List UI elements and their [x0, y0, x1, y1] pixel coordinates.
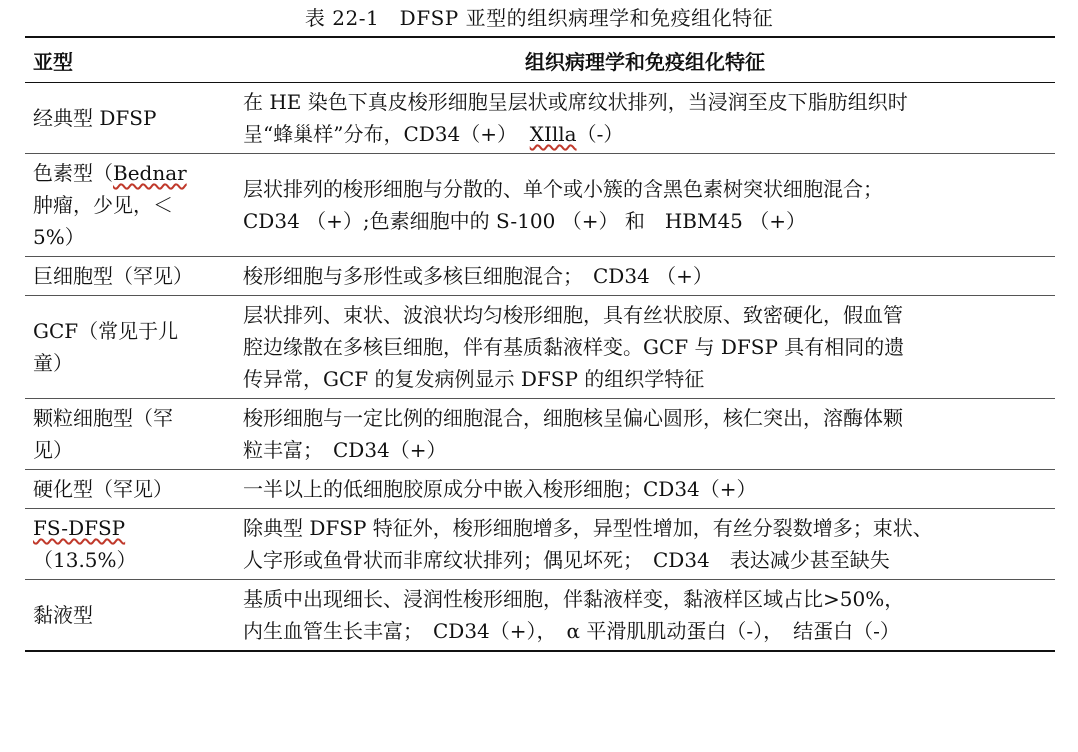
subtype-cell	[25, 509, 235, 580]
table-caption: 表 22-1 DFSP 亚型的组织病理学和免疫组化特征	[304, 6, 774, 30]
subtype-text: Bednar	[113, 161, 187, 185]
description-text: 除典型 DFSP 特征外，梭形细胞增多，异型性增加，有丝分裂数增多；束状、	[243, 516, 933, 540]
table-row	[25, 83, 1055, 154]
subtype-text: 硬化型（罕见）	[33, 477, 173, 501]
header-features: 组织病理学和免疫组化特征	[235, 37, 1055, 83]
description-text: XIlla	[529, 122, 577, 146]
description-text: 层状排列、束状、波浪状均匀梭形细胞，具有丝状胶原、致密硬化，假血管	[243, 303, 903, 327]
description-text: 一半以上的低细胞胶原成分中嵌入梭形细胞；CD34（+）	[243, 477, 757, 501]
subtype-text: 黏液型	[33, 603, 93, 627]
subtype-text: 肿瘤，少见，＜	[33, 193, 173, 217]
description-cell	[235, 509, 1055, 580]
description-text: （-）	[576, 122, 624, 146]
subtype-cell	[25, 257, 235, 296]
subtype-text: 色素型（	[33, 161, 113, 185]
subtype-text: （13.5%）	[33, 548, 137, 572]
description-cell	[235, 470, 1055, 509]
subtype-text: 颗粒细胞型（罕	[33, 406, 173, 430]
subtype-cell	[25, 399, 235, 470]
table-row	[25, 580, 1055, 652]
description-text: 基质中出现细长、浸润性梭形细胞，伴黏液样变，黏液样区域占比>50%，	[243, 587, 905, 611]
subtype-text: 童）	[33, 351, 73, 375]
description-text: 层状排列的梭形细胞与分散的、单个或小簇的含黑色素树突状细胞混合；	[243, 177, 883, 201]
subtype-cell	[25, 580, 235, 652]
description-text: 内生血管生长丰富； CD34（+）， α 平滑肌肌动蛋白（-）， 结蛋白（-）	[243, 619, 900, 643]
subtype-cell	[25, 83, 235, 154]
subtype-text: 巨细胞型（罕见）	[33, 264, 193, 288]
description-text: 呈“蜂巢样”分布，CD34（+）	[243, 122, 517, 146]
description-cell	[235, 154, 1055, 257]
description-text: 人字形或鱼骨状而非席纹状排列；偶见坏死； CD34 表达减少甚至缺失	[243, 548, 890, 572]
description-text: 腔边缘散在多核巨细胞，伴有基质黏液样变。GCF 与 DFSP 具有相同的遗	[243, 335, 905, 359]
description-text: 梭形细胞与多形性或多核巨细胞混合； CD34 （+）	[243, 264, 713, 288]
table-header-row	[25, 37, 1055, 83]
description-text: 传异常，GCF 的复发病例显示 DFSP 的组织学特征	[243, 367, 705, 391]
table-row	[25, 257, 1055, 296]
subtype-table	[25, 36, 1055, 652]
description-cell	[235, 257, 1055, 296]
subtype-text: GCF（常见于儿	[33, 319, 179, 343]
subtype-cell	[25, 470, 235, 509]
table-row	[25, 509, 1055, 580]
description-text: 梭形细胞与一定比例的细胞混合，细胞核呈偏心圆形，核仁突出，溶酶体颗	[243, 406, 903, 430]
table-row	[25, 154, 1055, 257]
subtype-cell	[25, 296, 235, 399]
subtype-text: 经典型 DFSP	[33, 106, 157, 130]
subtype-text: 5%）	[33, 225, 85, 249]
description-text: 在 HE 染色下真皮梭形细胞呈层状或席纹状排列，当浸润至皮下脂肪组织时	[243, 90, 908, 114]
description-text: 粒丰富； CD34（+）	[243, 438, 447, 462]
description-cell	[235, 399, 1055, 470]
description-cell	[235, 580, 1055, 652]
header-subtype: 亚型	[25, 37, 235, 83]
description-cell	[235, 296, 1055, 399]
subtype-text: 见）	[33, 438, 73, 462]
subtype-cell	[25, 154, 235, 257]
description-cell	[235, 83, 1055, 154]
description-text: CD34 （+）;色素细胞中的 S-100 （+） 和 HBM45 （+）	[243, 209, 807, 233]
table-row	[25, 399, 1055, 470]
table-row	[25, 296, 1055, 399]
subtype-text: FS-DFSP	[33, 516, 126, 540]
table-row	[25, 470, 1055, 509]
